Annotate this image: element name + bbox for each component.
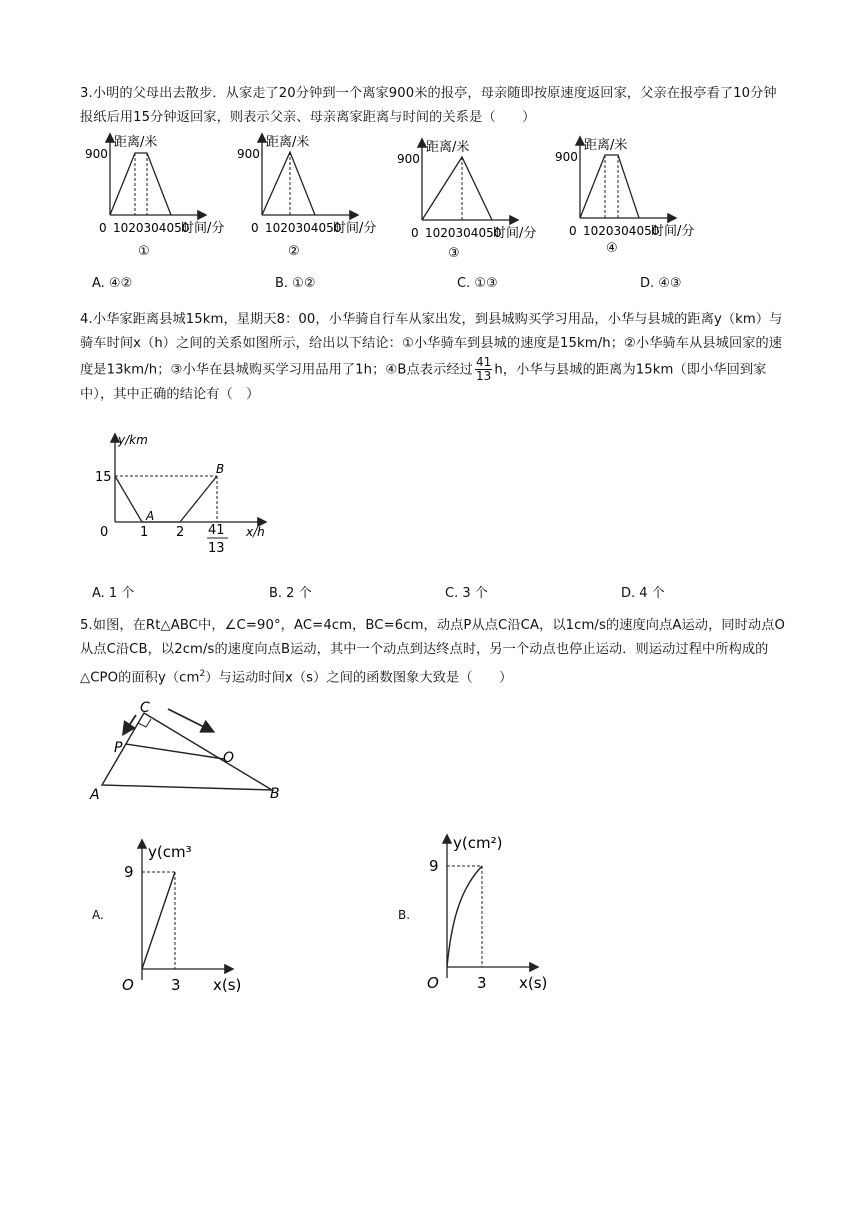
question-4-text bbox=[80, 308, 785, 407]
graph-a-ytick: 9 bbox=[124, 863, 134, 881]
question-4-text-part2: h，小华与县城的距离为15km（即小华回到家中），其中正确的结论有（ ） bbox=[80, 362, 767, 402]
question-5-text bbox=[80, 614, 785, 690]
question-5-text-part1: 5.如图，在Rt△ABC中，∠C=90°，AC=4cm，BC=6cm，动点P从点C沿CA，以1cm/s的速度向点A运动，同时动点O从点C沿CB，以2cm/s的速度向点B运动，其中一个动点到达终点时，另一个动点也停止运动．则运动过程中所构成的△CPO的面积y（cm bbox=[80, 618, 785, 686]
triangle-label-b: B bbox=[270, 786, 280, 802]
q5-option-b-graph bbox=[415, 830, 565, 1000]
q4-graph-xlabel: x/h bbox=[246, 525, 265, 539]
graph-4-ylabel: 距离/米 bbox=[584, 138, 628, 153]
q4-graph-origin: 0 bbox=[100, 525, 109, 540]
graph-1-ytick: 900 bbox=[85, 147, 108, 161]
graph-a-ylabel: y(cm³ bbox=[148, 843, 192, 861]
question-3-text: 3.小明的父母出去散步．从家走了20分钟到一个离家900米的报亭，母亲随即按原速度返回家，父亲在报亭看了10分钟报纸后用15分钟返回家，则表示父亲、母亲离家距离与时间的关系是（ ） bbox=[80, 86, 777, 125]
graph-1-xlabel: 时间/分 bbox=[181, 221, 225, 236]
graph-3-xlabel: 时间/分 bbox=[493, 226, 537, 241]
triangle-label-o: O bbox=[223, 750, 235, 766]
graph-4-ytick: 900 bbox=[555, 150, 578, 164]
q5-option-a-graph bbox=[110, 835, 260, 1005]
graph-a-xtick: 3 bbox=[171, 976, 181, 994]
graph-3-label: ③ bbox=[448, 246, 460, 261]
graph-a-origin: O bbox=[122, 976, 134, 994]
q4-option-d: D. 4 个 bbox=[621, 586, 665, 601]
q4-option-b: B. 2 个 bbox=[269, 586, 312, 601]
graph-b-xlabel: x(s) bbox=[519, 974, 548, 992]
q3-option-a: A. ④② bbox=[92, 276, 133, 291]
graph-4-origin: 0 bbox=[569, 224, 577, 238]
graph-b-ylabel: y(cm²) bbox=[453, 834, 503, 852]
graph-3-xticks: 1020304050 bbox=[425, 226, 502, 240]
question-5-superscript: 2 bbox=[199, 669, 206, 679]
graph-1 bbox=[85, 134, 224, 259]
triangle-label-p: P bbox=[114, 740, 123, 756]
question-5-text-part2: ）与运动时间x（s）之间的函数图象大致是（ ） bbox=[205, 670, 513, 686]
question-3-graphs bbox=[80, 130, 720, 265]
graph-b-origin: O bbox=[427, 974, 439, 992]
graph-2-ylabel: 距离/米 bbox=[266, 135, 310, 150]
graph-a-xlabel: x(s) bbox=[213, 976, 242, 994]
graph-2-ytick: 900 bbox=[237, 147, 260, 161]
graph-3-ytick: 900 bbox=[397, 152, 420, 166]
graph-4 bbox=[555, 137, 694, 256]
q5-option-a-label: A. bbox=[92, 908, 104, 922]
graph-2-origin: 0 bbox=[251, 221, 259, 235]
graph-3 bbox=[397, 139, 536, 261]
q4-graph-ytick: 15 bbox=[95, 470, 112, 485]
graph-4-xticks: 1020304050 bbox=[583, 224, 660, 238]
question-4-text-part1: 4.小华家距离县城15km，星期天8：00，小华骑自行车从家出发，到县城购买学习用品，小华与县城的距离y（km）与骑车时间x（h）之间的关系如图所示，给出以下结论：①小华骑车到县城的速度是15km/h；②小华骑车从县城回家的速度是13km/h；③小华在县城购买学习用品用了1h；④B点表示经过 bbox=[80, 312, 783, 378]
q4-graph-xtick-frac-num: 41 bbox=[208, 523, 225, 538]
graph-1-ylabel: 距离/米 bbox=[114, 135, 158, 150]
graph-b-xtick: 3 bbox=[477, 974, 487, 992]
graph-b-ytick: 9 bbox=[429, 857, 439, 875]
graph-3-ylabel: 距离/米 bbox=[426, 140, 470, 155]
graph-2-xticks: 1020304050 bbox=[265, 221, 342, 235]
q3-option-d: D. ④③ bbox=[640, 276, 682, 291]
graph-1-label: ① bbox=[138, 244, 150, 259]
graph-2-label: ② bbox=[288, 244, 300, 259]
q4-graph-point-a: A bbox=[146, 509, 155, 523]
graph-2-xlabel: 时间/分 bbox=[333, 221, 377, 236]
q4-graph-ylabel: y/km bbox=[118, 433, 148, 447]
graph-2 bbox=[237, 134, 376, 259]
q4-graph-xtick-2: 2 bbox=[176, 525, 185, 540]
graph-4-xlabel: 时间/分 bbox=[651, 224, 695, 239]
graph-3-origin: 0 bbox=[411, 226, 419, 240]
question-4-fraction: $\frac{41}{13}$ bbox=[475, 355, 492, 383]
graph-4-label: ④ bbox=[606, 241, 618, 256]
q3-option-b: B. ①② bbox=[275, 276, 316, 291]
q3-option-c: C. ①③ bbox=[457, 276, 498, 291]
question-5-triangle bbox=[80, 695, 300, 810]
triangle-label-c: C bbox=[140, 700, 150, 716]
q4-graph-xtick-1: 1 bbox=[140, 525, 149, 540]
q4-graph-point-b: B bbox=[216, 462, 225, 476]
q5-option-b-label: B. bbox=[398, 908, 411, 922]
q4-option-c: C. 3 个 bbox=[445, 586, 488, 601]
graph-1-origin: 0 bbox=[99, 221, 107, 235]
graph-1-xticks: 1020304050 bbox=[113, 221, 190, 235]
triangle-label-a: A bbox=[90, 787, 100, 803]
question-4-graph bbox=[90, 430, 290, 565]
q4-option-a: A. 1 个 bbox=[92, 586, 135, 601]
q4-graph-xtick-frac-den: 13 bbox=[208, 541, 225, 556]
